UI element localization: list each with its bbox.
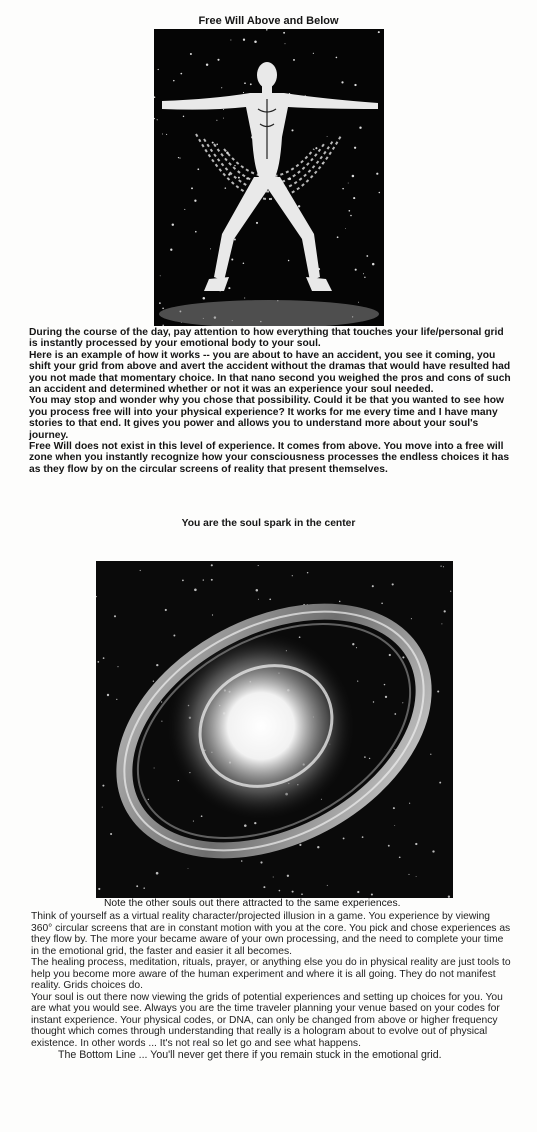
star bbox=[116, 699, 117, 700]
star bbox=[357, 681, 358, 682]
star bbox=[194, 589, 197, 592]
star bbox=[432, 850, 434, 852]
star bbox=[349, 210, 351, 212]
star bbox=[337, 236, 339, 238]
star bbox=[258, 599, 259, 600]
star bbox=[379, 192, 381, 194]
other-souls-caption: Note the other souls out there attracted to the same experiences. bbox=[104, 898, 401, 909]
star bbox=[143, 887, 145, 889]
star bbox=[285, 43, 286, 44]
paragraph: Think of yourself as a virtual reality character/projected illusion in a game. You experience by viewing 360° circular screens that are in constant motion with you at the core. You pick and chose experiences as they flow by. The more your became aware of your own processing, and the need to complete your time in the emotional grid, the faster and easier it all becomes. bbox=[31, 911, 511, 957]
star bbox=[393, 807, 395, 809]
star bbox=[292, 575, 293, 576]
star bbox=[154, 768, 155, 769]
star bbox=[315, 147, 317, 149]
star bbox=[234, 239, 236, 241]
star bbox=[212, 614, 213, 615]
soul-spark-caption: You are the soul spark in the center bbox=[181, 518, 356, 529]
star bbox=[162, 308, 164, 310]
star bbox=[230, 40, 231, 41]
star bbox=[191, 187, 193, 189]
star bbox=[369, 758, 370, 759]
star bbox=[364, 756, 366, 758]
star bbox=[348, 183, 349, 184]
star bbox=[336, 57, 338, 59]
star bbox=[206, 64, 208, 66]
star bbox=[388, 845, 390, 847]
star bbox=[327, 885, 328, 886]
star bbox=[352, 175, 355, 178]
star bbox=[357, 891, 359, 893]
star bbox=[292, 891, 294, 893]
star bbox=[355, 269, 357, 271]
star bbox=[160, 275, 161, 276]
star bbox=[170, 249, 172, 251]
star bbox=[381, 603, 383, 605]
star bbox=[184, 209, 185, 210]
star bbox=[212, 142, 214, 144]
star bbox=[416, 876, 417, 877]
star bbox=[299, 636, 301, 638]
star bbox=[260, 861, 262, 863]
star bbox=[307, 572, 308, 573]
glowing-ring-illustration bbox=[96, 561, 453, 898]
star bbox=[188, 868, 189, 869]
star bbox=[156, 872, 159, 875]
star bbox=[395, 749, 396, 750]
star bbox=[444, 610, 446, 612]
star bbox=[299, 844, 301, 846]
star bbox=[197, 168, 199, 170]
star bbox=[183, 116, 184, 117]
star bbox=[98, 888, 100, 890]
star bbox=[373, 701, 374, 702]
star bbox=[182, 580, 184, 582]
star bbox=[279, 890, 281, 892]
star bbox=[415, 843, 417, 845]
star bbox=[117, 666, 118, 667]
star bbox=[165, 609, 167, 611]
star bbox=[350, 215, 352, 217]
paragraph: During the course of the day, pay attention to how everything that touches your life/personal grid is instantly processed by your emotional body to your soul. bbox=[29, 327, 504, 350]
star bbox=[153, 681, 154, 682]
star bbox=[201, 815, 203, 817]
star bbox=[159, 302, 161, 304]
star bbox=[437, 690, 439, 692]
star bbox=[441, 623, 442, 624]
star bbox=[190, 53, 192, 55]
star bbox=[250, 83, 252, 85]
man-in-space-image bbox=[154, 29, 384, 326]
star bbox=[385, 696, 387, 698]
star bbox=[313, 53, 314, 54]
star bbox=[376, 173, 378, 175]
star bbox=[241, 860, 243, 862]
star bbox=[364, 277, 365, 278]
star bbox=[258, 565, 259, 566]
star bbox=[440, 565, 441, 566]
star bbox=[244, 82, 246, 84]
star bbox=[217, 59, 219, 61]
star bbox=[341, 81, 343, 83]
star bbox=[238, 177, 240, 179]
star bbox=[193, 821, 194, 822]
star bbox=[359, 126, 361, 128]
paragraph: Free Will does not exist in this level of experience. It comes from above. You move into a free will zone when you instantly recognize how your consciousness processes the endless choices it has as they flow by on the circular screens of reality that present themselves. bbox=[29, 441, 510, 475]
star bbox=[273, 877, 274, 878]
star bbox=[394, 713, 396, 715]
star bbox=[266, 29, 268, 31]
star bbox=[317, 846, 319, 848]
star bbox=[366, 255, 368, 257]
star bbox=[394, 825, 395, 826]
star bbox=[439, 782, 441, 784]
star bbox=[216, 120, 217, 121]
star bbox=[378, 31, 380, 33]
star bbox=[114, 615, 116, 617]
star bbox=[223, 118, 224, 119]
star bbox=[102, 807, 103, 808]
star bbox=[291, 129, 293, 131]
star bbox=[97, 661, 99, 663]
star bbox=[256, 222, 258, 224]
star bbox=[354, 147, 356, 149]
star bbox=[269, 598, 271, 600]
star bbox=[342, 188, 344, 190]
star bbox=[110, 833, 112, 835]
star bbox=[223, 109, 224, 110]
star bbox=[228, 287, 230, 289]
star bbox=[231, 258, 233, 260]
star bbox=[358, 302, 359, 303]
star bbox=[430, 754, 431, 755]
star bbox=[372, 585, 374, 587]
star bbox=[211, 579, 213, 581]
paragraph: You may stop and wonder why you chose that possibility. Could it be that you wanted to see how you process free will into your physical experience? It works for me every time and I have many stories to that end. It gives you power and allows you to understand more about your soul's journey. bbox=[29, 395, 505, 441]
star bbox=[166, 134, 167, 135]
star bbox=[162, 134, 163, 135]
star bbox=[140, 570, 141, 571]
star bbox=[392, 583, 394, 585]
star bbox=[103, 657, 105, 659]
star bbox=[161, 721, 162, 722]
star bbox=[180, 73, 182, 75]
star bbox=[301, 893, 303, 895]
star bbox=[287, 875, 289, 877]
star bbox=[203, 297, 206, 300]
star bbox=[216, 144, 218, 146]
star bbox=[211, 564, 213, 566]
star bbox=[234, 165, 235, 166]
star bbox=[343, 837, 345, 839]
paragraph: The healing process, meditation, rituals, prayer, or anything else you do in physical reality are just tools to help you become more aware of the human experiment and where it is all going. They do not manifest reality. Grids choices do. bbox=[31, 957, 511, 991]
star bbox=[107, 694, 109, 696]
star bbox=[352, 643, 354, 645]
star bbox=[178, 157, 179, 158]
star bbox=[402, 702, 403, 703]
star bbox=[162, 325, 163, 326]
closing-text-block bbox=[31, 911, 511, 1062]
star bbox=[148, 799, 149, 800]
star bbox=[203, 579, 204, 580]
star bbox=[210, 248, 211, 249]
bottom-line-text: The Bottom Line ... You'll never get there if you remain stuck in the emotional grid. bbox=[58, 1049, 442, 1061]
ring-in-space-image bbox=[96, 561, 453, 898]
star bbox=[339, 601, 341, 603]
star bbox=[408, 874, 409, 875]
star bbox=[363, 273, 364, 274]
star bbox=[244, 297, 245, 298]
intro-text-block bbox=[29, 327, 511, 475]
star bbox=[178, 780, 179, 781]
star bbox=[157, 119, 158, 120]
star bbox=[221, 87, 222, 88]
star bbox=[172, 223, 174, 225]
star bbox=[263, 886, 265, 888]
star bbox=[161, 701, 162, 702]
star bbox=[450, 591, 451, 592]
star bbox=[244, 824, 247, 827]
star bbox=[345, 228, 346, 229]
star bbox=[371, 893, 373, 895]
star bbox=[195, 231, 197, 233]
paragraph: Your soul is out there now viewing the grids of potential experiences and setting up choices for you. You are what you would see. Always you are the time traveler planning your venue based on your codes for instant experience. Your physical codes, or DNA, can only be changed from above or higher frequency thought which comes through understanding that really is a hologram about to evolve out of physical existence. In other words ... It's not real so let go and see what happens. bbox=[31, 991, 503, 1049]
star bbox=[298, 205, 300, 207]
star bbox=[254, 822, 256, 824]
star bbox=[158, 69, 159, 70]
star bbox=[179, 158, 180, 159]
paragraph: Here is an example of how it works -- you are about to have an accident, you see it coming, you shift your grid from above and avert the accident without the dramas that would have resulted had you not made that momentary choice. In that nano second you weighed the pros and cons of such an accident and determined whether or not it was an experience your soul needed. bbox=[29, 349, 511, 396]
star bbox=[443, 566, 444, 567]
star bbox=[399, 856, 401, 858]
star bbox=[136, 885, 138, 887]
star bbox=[402, 656, 404, 658]
man-in-space-illustration bbox=[154, 29, 384, 326]
star bbox=[243, 92, 244, 93]
star bbox=[372, 263, 375, 266]
star bbox=[194, 200, 196, 202]
star bbox=[362, 836, 364, 838]
star bbox=[225, 187, 227, 189]
star bbox=[254, 41, 257, 44]
star bbox=[243, 262, 245, 264]
star bbox=[353, 197, 355, 199]
star bbox=[102, 785, 104, 787]
star bbox=[411, 618, 412, 619]
star bbox=[327, 136, 328, 137]
star bbox=[156, 664, 158, 666]
star bbox=[354, 84, 356, 86]
star bbox=[283, 32, 285, 34]
page-title: Free Will Above and Below bbox=[198, 15, 339, 27]
star bbox=[173, 635, 175, 637]
star bbox=[293, 59, 295, 61]
star bbox=[288, 260, 290, 262]
star bbox=[256, 589, 258, 592]
star bbox=[409, 803, 410, 804]
star bbox=[389, 654, 391, 656]
star bbox=[356, 647, 357, 648]
star bbox=[173, 80, 175, 82]
star bbox=[243, 39, 245, 41]
star bbox=[384, 684, 385, 685]
